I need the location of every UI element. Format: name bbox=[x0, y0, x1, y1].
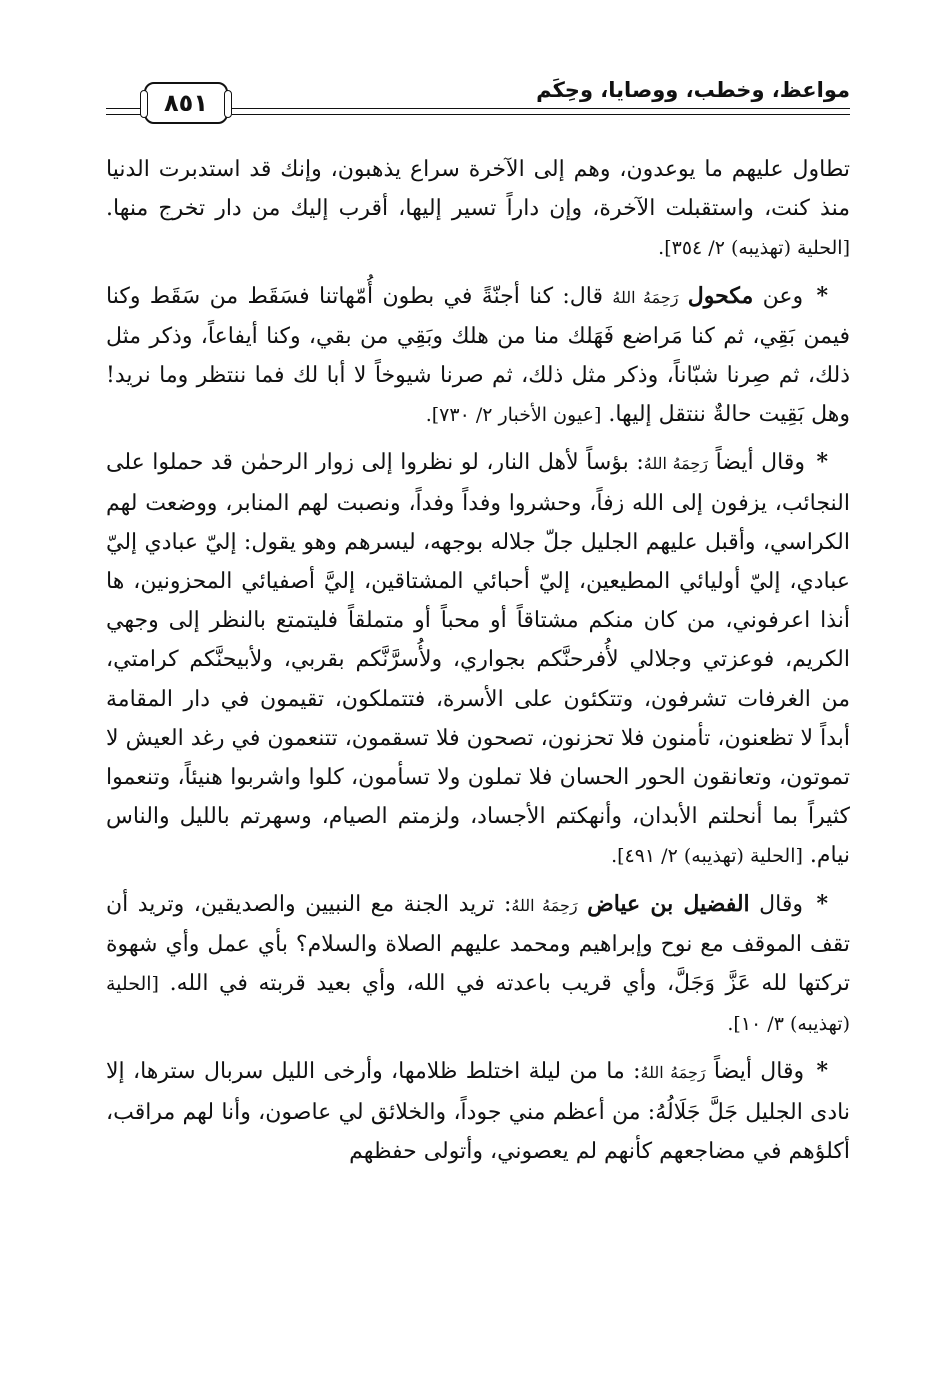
lead-words: وقال أيضاً bbox=[715, 450, 805, 476]
page-number-ornament bbox=[144, 82, 228, 124]
page-number: ٨٥١ bbox=[164, 89, 208, 117]
paragraph-text: : بؤساً لأهل النار، لو نظروا إلى زوار الرحمٰن قد حملوا على النجائب، يزفون إلى الله زفاً، وحشروا وفداً وفداً، ونصبت لهم المنابر، ووضعت لهم الكراسي، وأقبل عليهم الجليل جلّ جلاله بوجهه، ليسرهم وهو يقول: إليّ عبادي إليّ عبادي، إليّ أوليائي المطيعين، إليّ أحبائي المشتاقين، إليَّ أصفيائي المحزونين، ها أنذا اعرفوني، من كان منكم مشتاقاً أو محباً أو متملقاً فليتمتع بالنظر إلى وجهي الكريم، فوعزتي وجلالي لأُفرحنَّكم بجواري، ولأُسرَّنَّكم بقربي، ولأبيحنَّكم كرامتي، من الغرفات تشرفون، وتتكئون على الأسرة، فتتملكون، تقيمون في دار المقامة أبداً لا تظعنون، تأمنون فلا تحزنون، تصحون فلا تسقمون، تتنعمون في رغد العيش لا تموتون، وتعانقون الحور الحسان فلا تملون ولا تسأمون، كلوا واشربوا هنيئاً، وتنعموا كثيراً بما أنحلتم الأبدان، وأنهكتم الأجساد، ولزمتم الصيام، وسهرتم بالليل والناس نيام. bbox=[106, 450, 850, 869]
page-header bbox=[106, 74, 850, 126]
paragraph-2 bbox=[106, 277, 850, 436]
page-body bbox=[106, 150, 850, 1179]
lead-words: وعن bbox=[762, 283, 804, 309]
paragraph-1 bbox=[106, 150, 850, 269]
citation: [الحلية (تهذيبه) ٢/ ٣٥٤]. bbox=[658, 237, 850, 260]
asterisk-bullet: * bbox=[816, 449, 829, 476]
asterisk-bullet: * bbox=[816, 890, 828, 917]
citation: [عيون الأخبار ٢/ ٧٣٠]. bbox=[425, 404, 602, 427]
honorific: رَحِمَهُ اللهُ bbox=[640, 1063, 706, 1083]
asterisk-bullet: * bbox=[816, 282, 829, 309]
paragraph-text: تطاول عليهم ما يوعدون، وهم إلى الآخرة سراع يذهبون، وإنك قد استدبرت الدنيا منذ كنت، واستقبلت الآخرة، وإن داراً تسير إليها، أقرب إليك من دار تخرج منها. bbox=[106, 157, 850, 222]
honorific: رَحِمَهُ اللهُ bbox=[612, 287, 679, 307]
citation: [الحلية (تهذيبه) ٣/ ١٠]. bbox=[106, 973, 850, 1036]
paragraph-text: : ما من ليلة اختلط ظلامها، وأرخى الليل سربال سترها، إلا نادى الجليل جَلَّ جَلَالُهُ: من أعظم مني جوداً، والخلائق لي عاصون، وأنا لهم مراقب، أكلؤهم في مضاجعهم كأنهم لم يعصوني، وأتولى حفظهم bbox=[106, 1059, 850, 1164]
asterisk-bullet: * bbox=[816, 1058, 828, 1085]
paragraph-4 bbox=[106, 885, 850, 1045]
narrator-name: الفضيل بن عياض bbox=[587, 890, 750, 917]
header-double-rule bbox=[232, 108, 850, 115]
honorific: رَحِمَهُ اللهُ bbox=[511, 895, 578, 915]
paragraph-text: قال: كنا أجنّةً في بطون أُمّهاتنا فسَقَط من سَقَط وكنا فيمن بَقِي، ثم كنا مَراضع فَهَلك منا من هلك وبَقِي من بقي، وكنا أيفاعاً، وذكر مثل ذلك، ثم صِرنا شبّاناً، وذكر مثل ذلك، ثم صرنا شيوخاً لا أبا لك فما ننتظر وما نريد! وهل بَقِيت حالةٌ ننتقل إليها. bbox=[106, 283, 850, 428]
paragraph-3 bbox=[106, 443, 850, 876]
paragraph-5 bbox=[106, 1052, 850, 1171]
running-title: مواعظ، وخطب، ووصايا، وحِكَم bbox=[536, 78, 850, 102]
paragraph-text: : تريد الجنة مع النبيين والصديقين، وتريد أن تقف الموقف مع نوح وإبراهيم ومحمد عليهم الصلاة والسلام؟ بأي عمل وأي شهوة تركتها لله عَزَّ وَجَلَّ، وأي قريب باعدته في الله، وأي بعيد قربته في الله. bbox=[106, 891, 850, 997]
honorific: رَحِمَهُ اللهُ bbox=[643, 454, 709, 474]
citation: [الحلية (تهذيبه) ٢/ ٤٩١]. bbox=[611, 845, 803, 868]
lead-words: وقال أيضاً bbox=[713, 1059, 805, 1085]
lead-words: وقال bbox=[759, 891, 803, 917]
header-left-rule bbox=[106, 108, 142, 115]
narrator-name: مكحول bbox=[687, 282, 754, 309]
